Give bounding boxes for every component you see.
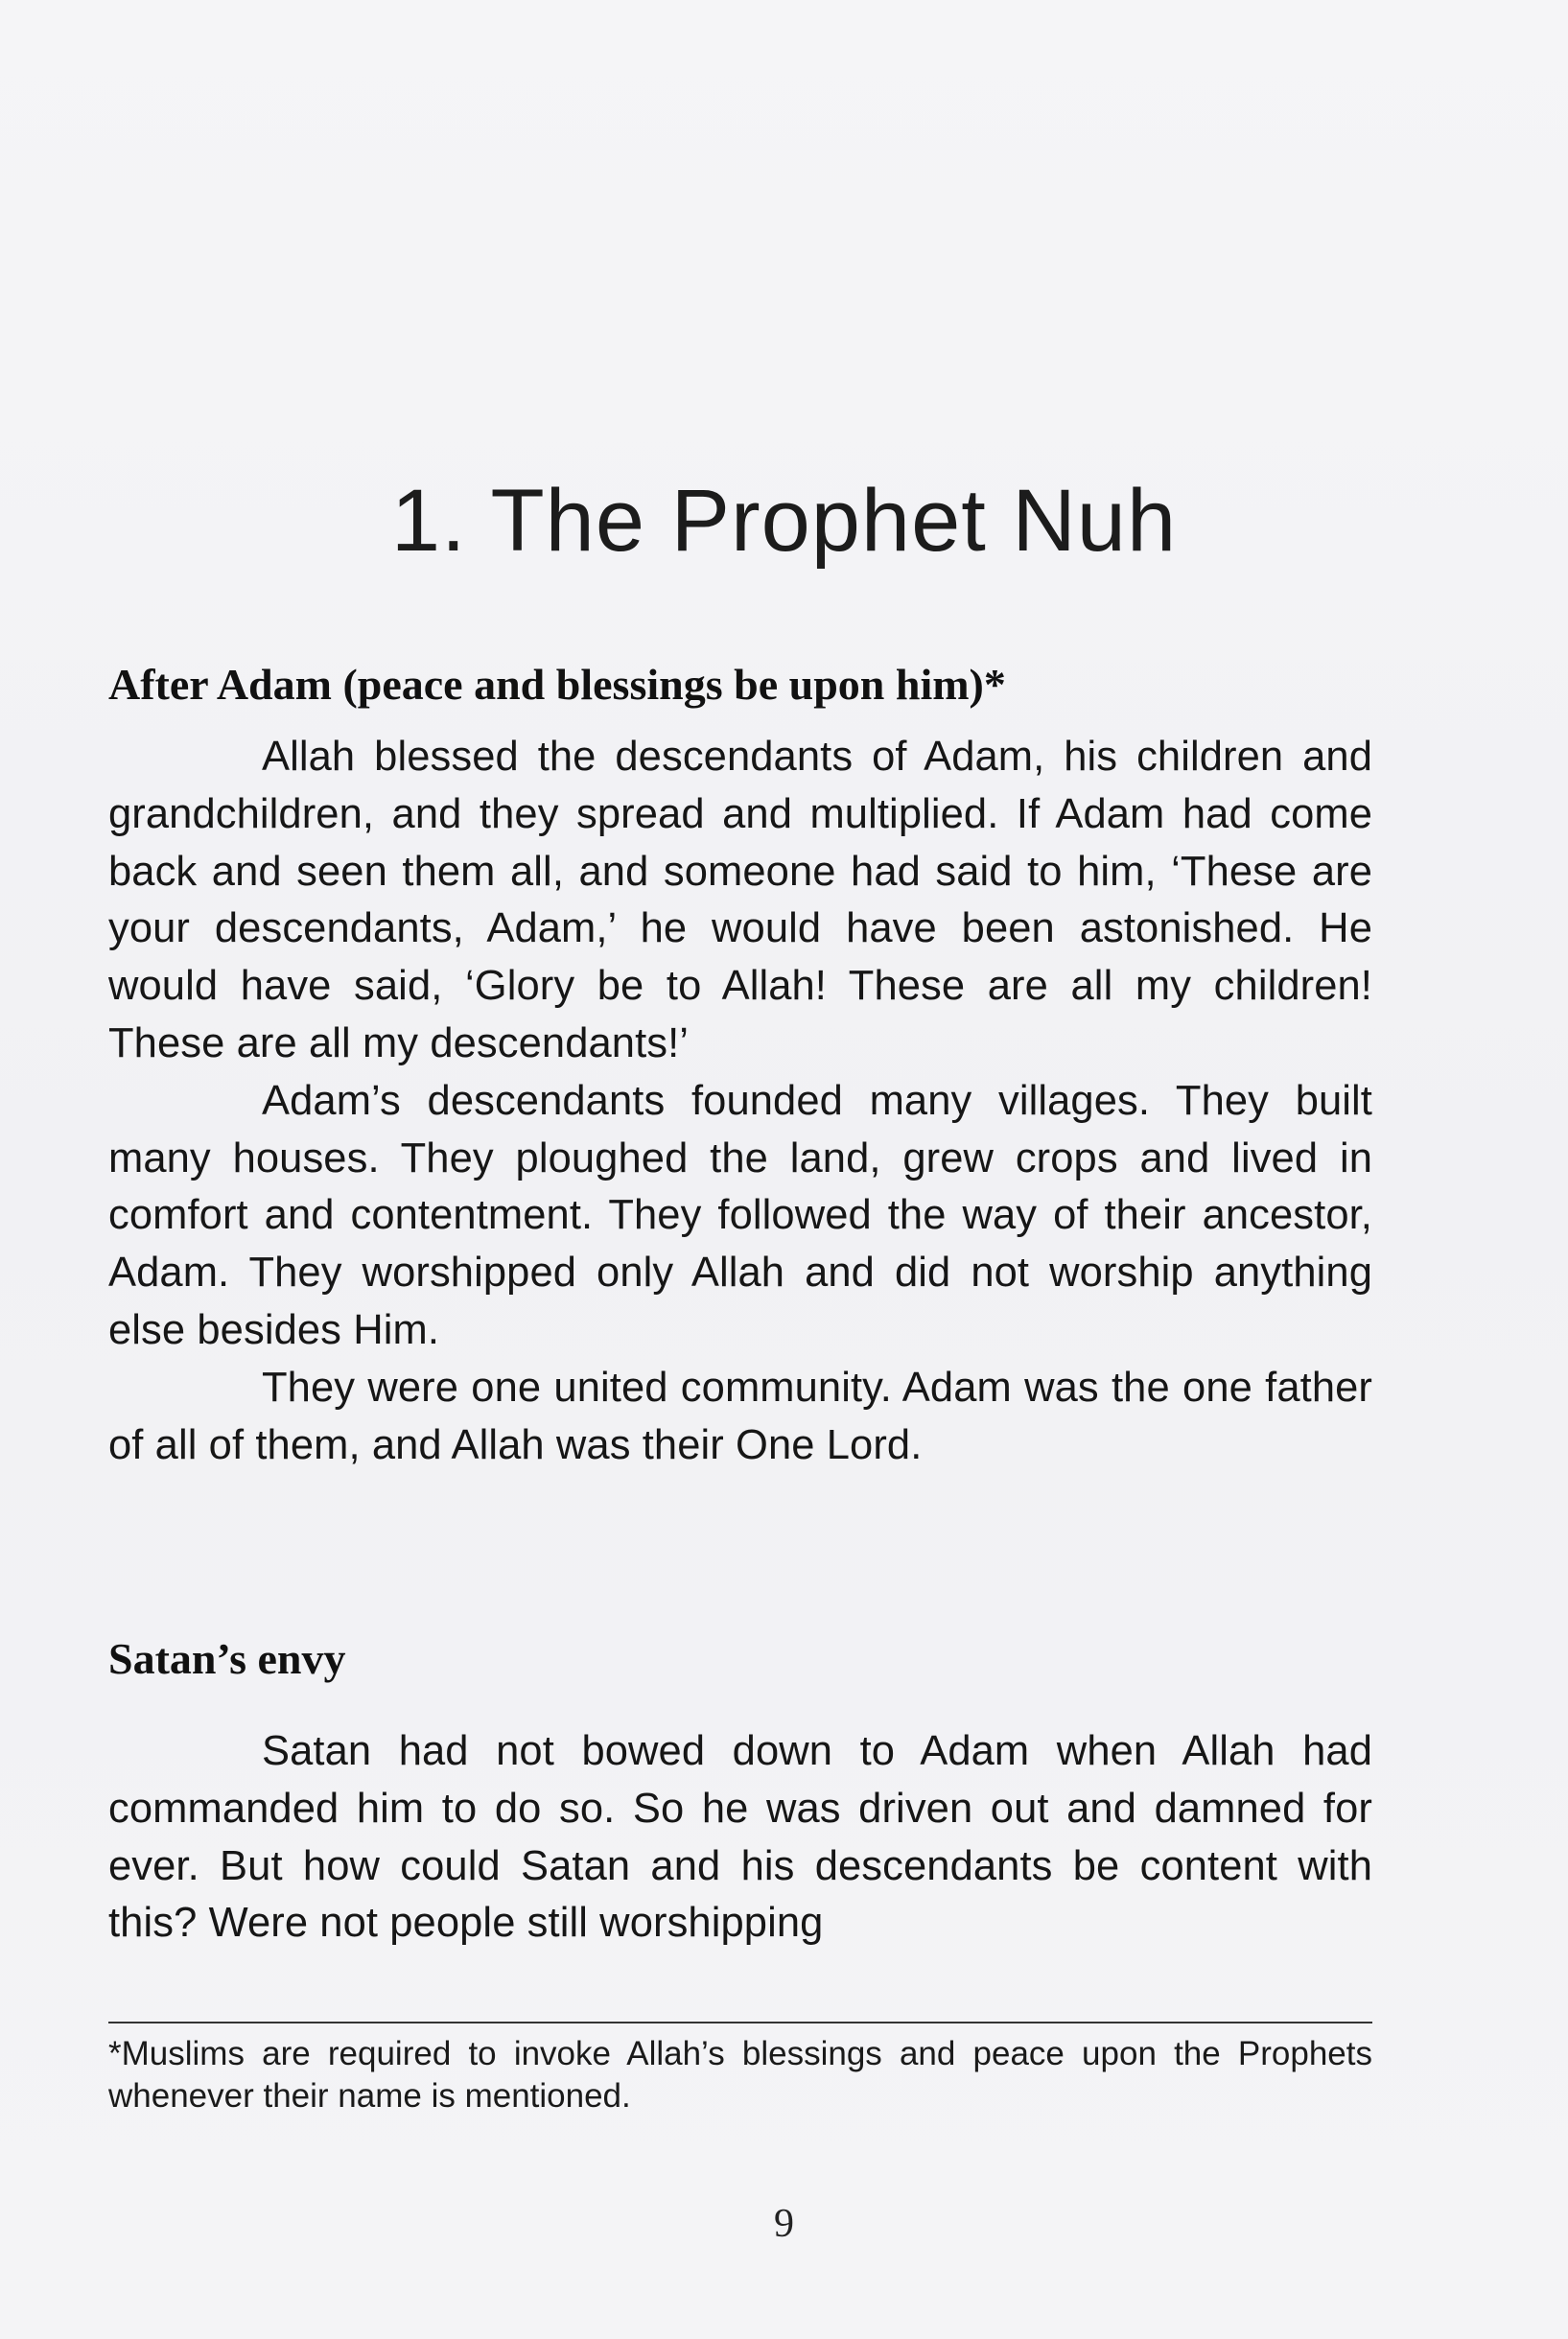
section-after-adam	[108, 656, 1372, 1474]
page-number: 9	[774, 2202, 794, 2246]
footnote-divider	[108, 2022, 1372, 2023]
paragraph: Adam’s descendants founded many villages. They built many houses. They ploughed the land, grew crops and lived in comfort and contentment. They followed the way of their ancestor, Adam. They worshipped only Allah and did not worship anything else besides Him.	[108, 1077, 1372, 1353]
chapter-title: 1. The Prophet Nuh	[390, 472, 1178, 570]
paragraph: Allah blessed the descendants of Adam, his children and grandchildren, and they spread and multiplied. If Adam had come back and seen them all, and someone had said to him, ‘These are your descendants, Adam,’ he would have been astonished. He would have said, ‘Glory be to Allah! These are all my children! These are all my descendants!’	[108, 734, 1372, 1066]
section-heading: Satan’s envy	[108, 1634, 346, 1683]
footnote: *Muslims are required to invoke Allah’s blessings and peace upon the Prophets whenever their name is mentioned.	[108, 2035, 1372, 2115]
section-satans-envy	[108, 1630, 1372, 1953]
section-heading: After Adam (peace and blessings be upon him)*	[108, 660, 1006, 709]
paragraph: Satan had not bowed down to Adam when Allah had commanded him to do so. So he was driven out and damned for ever. But how could Satan and his descendants be content with this? Were not people still worshipping	[108, 1728, 1372, 1947]
paragraph: They were one united community. Adam was the one father of all of them, and Allah was their One Lord.	[108, 1364, 1372, 1468]
